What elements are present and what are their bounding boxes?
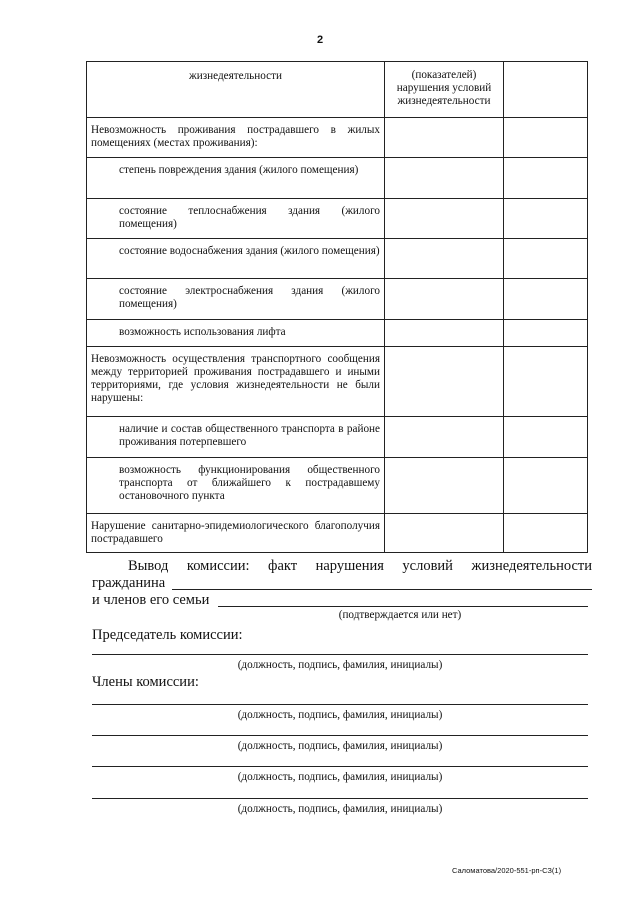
family-label: и членов его семьи [92, 592, 210, 608]
member-signature-line[interactable] [92, 766, 588, 767]
conclusion-block [92, 558, 592, 575]
chairman-signature-line[interactable] [92, 654, 588, 655]
value-cell[interactable] [385, 417, 504, 458]
value-cell[interactable] [385, 239, 504, 279]
value-cell[interactable] [385, 158, 504, 199]
members-label: Члены комиссии: [92, 674, 199, 690]
criteria-table [86, 61, 588, 553]
member-caption: (должность, подпись, фамилия, инициалы) [237, 709, 443, 721]
table-row [87, 458, 588, 514]
value-cell[interactable] [504, 347, 588, 417]
value-cell[interactable] [385, 320, 504, 347]
criterion-cell: Невозможность проживания пострадавшего в жилых помещениях (местах проживания): [87, 118, 385, 158]
value-cell[interactable] [504, 458, 588, 514]
table-header-row [87, 62, 588, 118]
value-cell[interactable] [385, 279, 504, 320]
header-empty-cell [504, 62, 588, 118]
table-row [87, 514, 588, 553]
member-caption: (должность, подпись, фамилия, инициалы) [237, 740, 443, 752]
criterion-cell: Невозможность осуществления транспортного сообщения между территорией проживания пострадавшего и иными территориями, где условия жизнедеятельности не были нарушены: [87, 347, 385, 417]
value-cell[interactable] [504, 158, 588, 199]
criterion-cell: состояние электроснабжения здания (жилого помещения) [87, 279, 385, 320]
conclusion-word: жизнедеятельности [471, 558, 592, 574]
conclusion-word: Вывод [128, 558, 169, 574]
chairman-caption: (должность, подпись, фамилия, инициалы) [237, 659, 443, 671]
conclusion-line [92, 558, 592, 575]
member-signature-line[interactable] [92, 798, 588, 799]
value-cell[interactable] [385, 199, 504, 239]
criterion-cell: возможность использования лифта [87, 320, 385, 347]
family-field-line[interactable] [218, 606, 588, 607]
value-cell[interactable] [504, 279, 588, 320]
value-cell[interactable] [504, 118, 588, 158]
member-caption: (должность, подпись, фамилия, инициалы) [237, 803, 443, 815]
header-indicators-cell: (показателей) нарушения условий жизнедеятельности [385, 62, 504, 118]
header-criteria-cell: жизнедеятельности [87, 62, 385, 118]
conclusion-word: факт [268, 558, 298, 574]
table-row [87, 239, 588, 279]
table-row [87, 279, 588, 320]
chairman-label: Председатель комиссии: [92, 627, 243, 643]
citizen-field-line[interactable] [172, 589, 592, 590]
value-cell[interactable] [504, 320, 588, 347]
criterion-cell: наличие и состав общественного транспорта в районе проживания потерпевшего [87, 417, 385, 458]
criterion-cell: Нарушение санитарно-эпидемиологического благополучия пострадавшего [87, 514, 385, 553]
criterion-cell: степень повреждения здания (жилого помещения) [87, 158, 385, 199]
value-cell[interactable] [385, 514, 504, 553]
table-row [87, 417, 588, 458]
table-row [87, 347, 588, 417]
table-row [87, 158, 588, 199]
value-cell[interactable] [504, 514, 588, 553]
value-cell[interactable] [385, 347, 504, 417]
value-cell[interactable] [504, 417, 588, 458]
criterion-cell: возможность функционирования общественного транспорта от ближайшего к пострадавшему остановочного пункта [87, 458, 385, 514]
page-number: 2 [316, 34, 324, 46]
conclusion-word: условий [402, 558, 453, 574]
conclusion-word: комиссии: [186, 558, 250, 574]
table-row [87, 320, 588, 347]
member-signature-line[interactable] [92, 704, 588, 705]
table-row [87, 118, 588, 158]
value-cell[interactable] [504, 239, 588, 279]
table-row [87, 199, 588, 239]
criterion-cell: состояние теплоснабжения здания (жилого помещения) [87, 199, 385, 239]
criterion-cell: состояние водоснабжения здания (жилого помещения) [87, 239, 385, 279]
citizen-label: гражданина [92, 575, 166, 591]
value-cell[interactable] [504, 199, 588, 239]
family-caption: (подтверждается или нет) [338, 609, 462, 621]
document-footer-code: Саломатова/2020-551-рп-СЗ(1) [452, 866, 562, 875]
value-cell[interactable] [385, 118, 504, 158]
conclusion-word: нарушения [315, 558, 384, 574]
value-cell[interactable] [385, 458, 504, 514]
member-signature-line[interactable] [92, 735, 588, 736]
member-caption: (должность, подпись, фамилия, инициалы) [237, 771, 443, 783]
